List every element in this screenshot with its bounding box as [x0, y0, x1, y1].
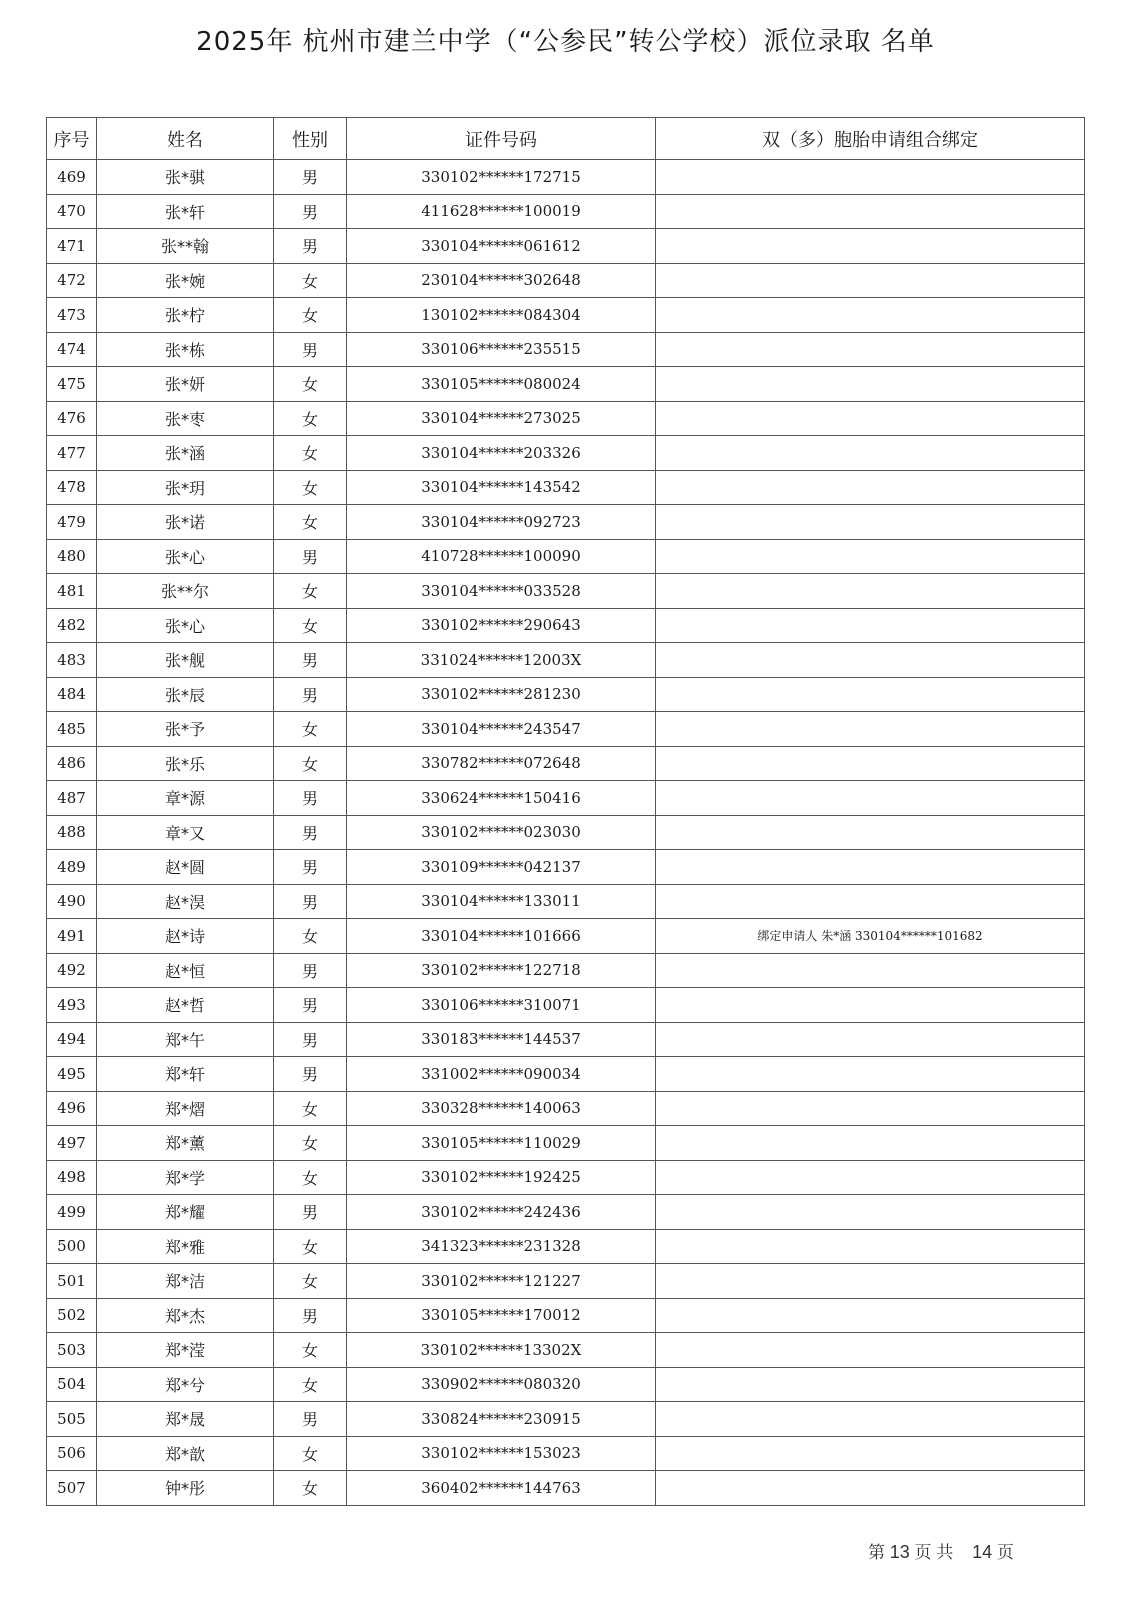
cell-name: 张*柠 — [97, 298, 274, 333]
cell-gender: 女 — [274, 1264, 347, 1299]
cell-gender: 女 — [274, 298, 347, 333]
cell-gender: 女 — [274, 505, 347, 540]
cell-id-number: 330824******230915 — [347, 1402, 656, 1437]
cell-id-number: 330106******235515 — [347, 332, 656, 367]
cell-twin-binding — [656, 1298, 1085, 1333]
cell-gender: 男 — [274, 884, 347, 919]
cell-twin-binding — [656, 884, 1085, 919]
cell-twin-binding — [656, 298, 1085, 333]
cell-number: 477 — [47, 436, 97, 471]
cell-gender: 男 — [274, 332, 347, 367]
cell-twin-binding — [656, 850, 1085, 885]
cell-gender: 女 — [274, 1126, 347, 1161]
cell-name: 张*骐 — [97, 160, 274, 195]
cell-name: 张*乐 — [97, 746, 274, 781]
table-row — [47, 643, 1085, 678]
cell-number: 487 — [47, 781, 97, 816]
cell-name: 张*辰 — [97, 677, 274, 712]
cell-name: 郑*雅 — [97, 1229, 274, 1264]
cell-id-number: 330102******242436 — [347, 1195, 656, 1230]
cell-number: 472 — [47, 263, 97, 298]
cell-id-number: 330105******170012 — [347, 1298, 656, 1333]
cell-id-number: 331024******12003X — [347, 643, 656, 678]
cell-gender: 男 — [274, 1402, 347, 1437]
table-row — [47, 1091, 1085, 1126]
table-row — [47, 574, 1085, 609]
cell-number: 491 — [47, 919, 97, 954]
table-row — [47, 1264, 1085, 1299]
cell-name: 张*轩 — [97, 194, 274, 229]
cell-number: 473 — [47, 298, 97, 333]
cell-number: 501 — [47, 1264, 97, 1299]
cell-twin-binding — [656, 953, 1085, 988]
cell-name: 张*诺 — [97, 505, 274, 540]
cell-name: 赵*诗 — [97, 919, 274, 954]
cell-twin-binding — [656, 505, 1085, 540]
table-row — [47, 712, 1085, 747]
cell-name: 郑*学 — [97, 1160, 274, 1195]
cell-twin-binding — [656, 1229, 1085, 1264]
cell-gender: 男 — [274, 1195, 347, 1230]
column-header-twin-binding: 双（多）胞胎申请组合绑定 — [656, 118, 1085, 160]
cell-id-number: 330109******042137 — [347, 850, 656, 885]
cell-gender: 女 — [274, 1471, 347, 1506]
cell-twin-binding — [656, 1057, 1085, 1092]
cell-gender: 女 — [274, 1091, 347, 1126]
table-row — [47, 1298, 1085, 1333]
cell-number: 502 — [47, 1298, 97, 1333]
cell-number: 480 — [47, 539, 97, 574]
table-body — [47, 160, 1085, 1506]
cell-number: 504 — [47, 1367, 97, 1402]
cell-gender: 男 — [274, 160, 347, 195]
cell-name: 郑*晟 — [97, 1402, 274, 1437]
table-row — [47, 401, 1085, 436]
footer-suffix: 页 — [996, 1543, 1014, 1562]
cell-id-number: 411628******100019 — [347, 194, 656, 229]
cell-name: 赵*圆 — [97, 850, 274, 885]
cell-number: 478 — [47, 470, 97, 505]
column-header-id-number: 证件号码 — [347, 118, 656, 160]
cell-id-number: 330902******080320 — [347, 1367, 656, 1402]
cell-name: 章*源 — [97, 781, 274, 816]
cell-twin-binding — [656, 1471, 1085, 1506]
cell-number: 470 — [47, 194, 97, 229]
cell-number: 476 — [47, 401, 97, 436]
cell-gender: 女 — [274, 470, 347, 505]
cell-gender: 男 — [274, 1057, 347, 1092]
cell-id-number: 330104******033528 — [347, 574, 656, 609]
cell-gender: 男 — [274, 815, 347, 850]
cell-number: 482 — [47, 608, 97, 643]
cell-gender: 女 — [274, 1367, 347, 1402]
cell-name: 张*心 — [97, 608, 274, 643]
table-header-row — [47, 118, 1085, 160]
cell-number: 495 — [47, 1057, 97, 1092]
table-row — [47, 677, 1085, 712]
cell-name: 郑*兮 — [97, 1367, 274, 1402]
table-row — [47, 1436, 1085, 1471]
cell-name: 章*又 — [97, 815, 274, 850]
cell-id-number: 330102******121227 — [347, 1264, 656, 1299]
cell-name: 张*栋 — [97, 332, 274, 367]
cell-gender: 男 — [274, 643, 347, 678]
table-row — [47, 194, 1085, 229]
cell-twin-binding — [656, 643, 1085, 678]
cell-number: 469 — [47, 160, 97, 195]
cell-name: 张*予 — [97, 712, 274, 747]
cell-twin-binding — [656, 1022, 1085, 1057]
table-row — [47, 436, 1085, 471]
cell-twin-binding — [656, 608, 1085, 643]
footer-prefix: 第 — [868, 1543, 885, 1562]
cell-twin-binding — [656, 1333, 1085, 1368]
cell-twin-binding — [656, 1195, 1085, 1230]
cell-gender: 男 — [274, 1022, 347, 1057]
column-header-name: 姓名 — [97, 118, 274, 160]
cell-name: 郑*耀 — [97, 1195, 274, 1230]
cell-number: 488 — [47, 815, 97, 850]
cell-id-number: 330102******172715 — [347, 160, 656, 195]
cell-number: 505 — [47, 1402, 97, 1437]
cell-name: 张*枣 — [97, 401, 274, 436]
cell-number: 489 — [47, 850, 97, 885]
cell-number: 485 — [47, 712, 97, 747]
cell-id-number: 330328******140063 — [347, 1091, 656, 1126]
column-header-number: 序号 — [47, 118, 97, 160]
cell-number: 484 — [47, 677, 97, 712]
table-row — [47, 229, 1085, 264]
cell-twin-binding — [656, 1126, 1085, 1161]
cell-id-number: 330102******192425 — [347, 1160, 656, 1195]
cell-number: 494 — [47, 1022, 97, 1057]
cell-twin-binding — [656, 815, 1085, 850]
cell-id-number: 130102******084304 — [347, 298, 656, 333]
table-row — [47, 1367, 1085, 1402]
cell-id-number: 330104******203326 — [347, 436, 656, 471]
cell-gender: 男 — [274, 781, 347, 816]
cell-name: 张*舰 — [97, 643, 274, 678]
cell-id-number: 330104******273025 — [347, 401, 656, 436]
table-row — [47, 953, 1085, 988]
table-row — [47, 1160, 1085, 1195]
table-row — [47, 1333, 1085, 1368]
cell-gender: 女 — [274, 1333, 347, 1368]
cell-name: 赵*哲 — [97, 988, 274, 1023]
cell-gender: 男 — [274, 988, 347, 1023]
footer-current-page: 13 — [889, 1542, 910, 1562]
cell-number: 498 — [47, 1160, 97, 1195]
cell-twin-binding — [656, 1160, 1085, 1195]
cell-gender: 男 — [274, 1298, 347, 1333]
cell-name: 赵*淏 — [97, 884, 274, 919]
cell-id-number: 330183******144537 — [347, 1022, 656, 1057]
cell-twin-binding — [656, 1402, 1085, 1437]
cell-gender: 女 — [274, 263, 347, 298]
cell-name: 郑*薰 — [97, 1126, 274, 1161]
cell-twin-binding — [656, 574, 1085, 609]
table-row — [47, 1229, 1085, 1264]
cell-twin-binding — [656, 988, 1085, 1023]
cell-number: 507 — [47, 1471, 97, 1506]
cell-name: 张**翰 — [97, 229, 274, 264]
cell-gender: 女 — [274, 1436, 347, 1471]
cell-number: 496 — [47, 1091, 97, 1126]
table-row — [47, 160, 1085, 195]
table-row — [47, 332, 1085, 367]
footer-total-pages: 14 — [972, 1542, 993, 1562]
table-row — [47, 850, 1085, 885]
cell-twin-binding — [656, 470, 1085, 505]
cell-number: 471 — [47, 229, 97, 264]
cell-twin-binding — [656, 712, 1085, 747]
table-row — [47, 539, 1085, 574]
cell-gender: 女 — [274, 608, 347, 643]
cell-number: 493 — [47, 988, 97, 1023]
cell-name: 钟*彤 — [97, 1471, 274, 1506]
table-row — [47, 608, 1085, 643]
cell-gender: 女 — [274, 919, 347, 954]
cell-id-number: 330102******290643 — [347, 608, 656, 643]
cell-name: 张**尔 — [97, 574, 274, 609]
cell-twin-binding — [656, 677, 1085, 712]
cell-twin-binding: 绑定申请人 朱*涵 330104******101682 — [656, 919, 1085, 954]
table-row — [47, 1471, 1085, 1506]
cell-id-number: 330105******110029 — [347, 1126, 656, 1161]
page-footer — [868, 1538, 1014, 1563]
cell-id-number: 360402******144763 — [347, 1471, 656, 1506]
cell-id-number: 330102******13302X — [347, 1333, 656, 1368]
cell-twin-binding — [656, 1436, 1085, 1471]
cell-number: 492 — [47, 953, 97, 988]
cell-number: 483 — [47, 643, 97, 678]
table-row — [47, 781, 1085, 816]
cell-id-number: 330104******243547 — [347, 712, 656, 747]
cell-name: 张*婉 — [97, 263, 274, 298]
table-row — [47, 1022, 1085, 1057]
cell-gender: 女 — [274, 367, 347, 402]
table-row — [47, 470, 1085, 505]
cell-name: 张*玥 — [97, 470, 274, 505]
cell-gender: 男 — [274, 539, 347, 574]
cell-gender: 女 — [274, 436, 347, 471]
cell-number: 499 — [47, 1195, 97, 1230]
table-row — [47, 1126, 1085, 1161]
cell-name: 郑*轩 — [97, 1057, 274, 1092]
cell-number: 490 — [47, 884, 97, 919]
cell-gender: 女 — [274, 712, 347, 747]
cell-number: 506 — [47, 1436, 97, 1471]
cell-twin-binding — [656, 332, 1085, 367]
cell-id-number: 341323******231328 — [347, 1229, 656, 1264]
cell-id-number: 330106******310071 — [347, 988, 656, 1023]
footer-middle: 页 共 — [914, 1543, 954, 1562]
cell-name: 赵*恒 — [97, 953, 274, 988]
cell-name: 张*涵 — [97, 436, 274, 471]
cell-id-number: 410728******100090 — [347, 539, 656, 574]
cell-id-number: 330104******092723 — [347, 505, 656, 540]
cell-id-number: 330105******080024 — [347, 367, 656, 402]
cell-id-number: 230104******302648 — [347, 263, 656, 298]
table-row — [47, 988, 1085, 1023]
cell-twin-binding — [656, 263, 1085, 298]
cell-name: 郑*杰 — [97, 1298, 274, 1333]
cell-gender: 女 — [274, 1229, 347, 1264]
cell-twin-binding — [656, 401, 1085, 436]
cell-gender: 男 — [274, 229, 347, 264]
cell-number: 474 — [47, 332, 97, 367]
cell-twin-binding — [656, 539, 1085, 574]
cell-gender: 男 — [274, 953, 347, 988]
cell-twin-binding — [656, 1264, 1085, 1299]
cell-name: 郑*午 — [97, 1022, 274, 1057]
cell-number: 475 — [47, 367, 97, 402]
cell-id-number: 330102******153023 — [347, 1436, 656, 1471]
cell-gender: 男 — [274, 677, 347, 712]
document-title: 2025年 杭州市建兰中学（“公参民”转公学校）派位录取 名单 — [196, 27, 935, 57]
cell-number: 497 — [47, 1126, 97, 1161]
cell-gender: 女 — [274, 746, 347, 781]
cell-twin-binding — [656, 194, 1085, 229]
column-header-gender: 性别 — [274, 118, 347, 160]
cell-gender: 男 — [274, 850, 347, 885]
cell-id-number: 330104******061612 — [347, 229, 656, 264]
table-row — [47, 263, 1085, 298]
admission-list-table — [46, 117, 1085, 1506]
table-row — [47, 505, 1085, 540]
cell-gender: 女 — [274, 1160, 347, 1195]
table-row — [47, 1402, 1085, 1437]
cell-number: 503 — [47, 1333, 97, 1368]
cell-id-number: 330104******133011 — [347, 884, 656, 919]
cell-gender: 女 — [274, 401, 347, 436]
cell-gender: 女 — [274, 574, 347, 609]
cell-id-number: 330782******072648 — [347, 746, 656, 781]
cell-twin-binding — [656, 781, 1085, 816]
cell-number: 500 — [47, 1229, 97, 1264]
table-row — [47, 367, 1085, 402]
cell-gender: 男 — [274, 194, 347, 229]
cell-number: 481 — [47, 574, 97, 609]
table-row — [47, 746, 1085, 781]
cell-id-number: 330102******122718 — [347, 953, 656, 988]
cell-name: 张*心 — [97, 539, 274, 574]
table-row — [47, 298, 1085, 333]
cell-name: 郑*滢 — [97, 1333, 274, 1368]
cell-id-number: 330624******150416 — [347, 781, 656, 816]
cell-twin-binding — [656, 1367, 1085, 1402]
cell-twin-binding — [656, 746, 1085, 781]
cell-id-number: 330102******023030 — [347, 815, 656, 850]
cell-twin-binding — [656, 160, 1085, 195]
cell-id-number: 331002******090034 — [347, 1057, 656, 1092]
cell-name: 郑*熠 — [97, 1091, 274, 1126]
cell-number: 479 — [47, 505, 97, 540]
cell-id-number: 330102******281230 — [347, 677, 656, 712]
cell-name: 郑*歆 — [97, 1436, 274, 1471]
table-row — [47, 884, 1085, 919]
cell-twin-binding — [656, 229, 1085, 264]
table-row — [47, 1057, 1085, 1092]
cell-twin-binding — [656, 367, 1085, 402]
cell-id-number: 330104******143542 — [347, 470, 656, 505]
table-row — [47, 815, 1085, 850]
table-row — [47, 919, 1085, 954]
cell-twin-binding — [656, 1091, 1085, 1126]
table-row — [47, 1195, 1085, 1230]
cell-name: 张*妍 — [97, 367, 274, 402]
cell-name: 郑*洁 — [97, 1264, 274, 1299]
cell-twin-binding — [656, 436, 1085, 471]
cell-number: 486 — [47, 746, 97, 781]
cell-id-number: 330104******101666 — [347, 919, 656, 954]
